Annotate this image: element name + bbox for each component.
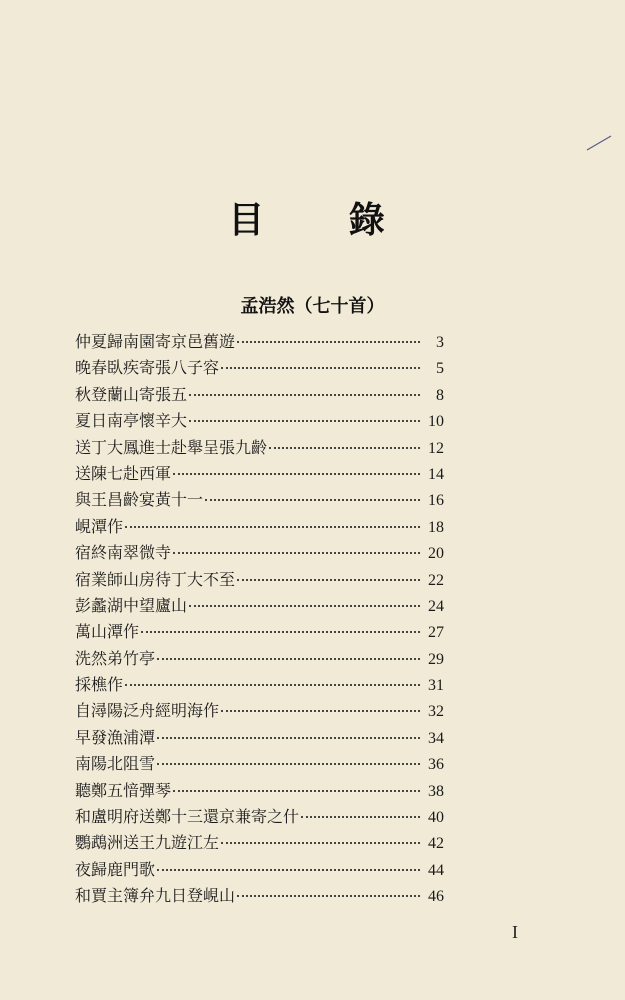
toc-entry[interactable]: [75, 567, 444, 593]
dot-leader: [157, 658, 420, 660]
toc-entry-title: 聽鄭五愔彈琴: [75, 780, 172, 800]
toc-entry-title: 萬山潭作: [75, 622, 140, 642]
dot-leader: [237, 895, 420, 897]
toc-entry-title: 和賈主簿弁九日登峴山: [75, 886, 236, 906]
toc-entry[interactable]: [75, 725, 444, 751]
dot-leader: [125, 684, 420, 686]
page-title: 目 錄: [228, 200, 421, 241]
toc-entry-page: 24: [428, 597, 444, 615]
toc-entry[interactable]: [75, 540, 444, 566]
toc-entry-title: 和盧明府送鄭十三還京兼寄之什: [75, 807, 300, 827]
dot-leader: [221, 710, 420, 712]
dot-leader: [157, 869, 420, 871]
toc-entry-title: 採樵作: [75, 675, 124, 695]
dot-leader: [173, 473, 420, 475]
toc-entry[interactable]: [75, 778, 444, 804]
toc-entry-page: 8: [436, 386, 444, 404]
dot-leader: [157, 763, 420, 765]
dot-leader: [221, 842, 420, 844]
toc-entry-title: 洗然弟竹亭: [75, 648, 156, 668]
toc-entry[interactable]: [75, 646, 444, 672]
toc-entry-title: 宿業師山房待丁大不至: [75, 569, 236, 589]
toc-entry-page: 38: [428, 782, 444, 800]
toc-entry[interactable]: [75, 619, 444, 645]
toc-entry-title: 與王昌齡宴黃十一: [75, 490, 204, 510]
dot-leader: [189, 420, 420, 422]
toc-entry-title: 秋登蘭山寄張五: [75, 384, 188, 404]
toc-entry-page: 22: [428, 571, 444, 589]
toc-entry-page: 3: [436, 334, 444, 351]
toc-entry-page: 18: [428, 518, 444, 536]
toc-entry-page: 42: [428, 835, 444, 853]
dot-leader: [189, 394, 420, 396]
toc-entry-page: 36: [428, 756, 444, 774]
toc-entry-title: 峴潭作: [75, 516, 124, 536]
toc-entry[interactable]: [75, 435, 444, 461]
toc-entry-title: 鸚鵡洲送王九遊江左: [75, 833, 220, 853]
toc-entry-title: 早發漁浦潭: [75, 727, 156, 747]
dot-leader: [173, 552, 420, 554]
toc-entry-page: 34: [428, 729, 444, 747]
toc-entry[interactable]: [75, 804, 444, 830]
toc-entry-page: 31: [428, 677, 444, 695]
toc-entry-title: 彭蠡湖中望廬山: [75, 595, 188, 615]
toc-entry-page: 44: [428, 861, 444, 879]
toc-entry[interactable]: [75, 883, 444, 909]
dot-leader: [301, 816, 420, 818]
toc-entry-title: 送陳七赴西軍: [75, 463, 172, 483]
section-heading: 孟浩然（七十首）: [240, 296, 385, 317]
dot-leader: [141, 631, 420, 633]
toc-entry-title: 自潯陽泛舟經明海作: [75, 701, 220, 721]
dot-leader: [269, 447, 420, 449]
toc-entry-title: 夜歸鹿門歌: [75, 859, 156, 879]
toc-entry-title: 南陽北阻雪: [75, 754, 156, 774]
toc-entry-page: 5: [436, 360, 444, 378]
toc-entry-page: 29: [428, 650, 444, 668]
dot-leader: [205, 499, 420, 501]
toc-entry[interactable]: [75, 408, 444, 434]
toc-entry[interactable]: [75, 857, 444, 883]
toc-entry-page: 14: [428, 465, 444, 483]
toc-entry-page: 12: [428, 439, 444, 457]
toc-entry-page: 27: [428, 624, 444, 642]
toc-entry[interactable]: [75, 593, 444, 619]
toc-entry-page: 10: [428, 413, 444, 431]
toc-entry-page: 40: [428, 809, 444, 827]
toc-entry[interactable]: [75, 355, 444, 381]
dot-leader: [237, 341, 420, 343]
toc-entry[interactable]: [75, 329, 444, 355]
dot-leader: [189, 605, 420, 607]
toc-entry-title: 夏日南亭懷辛大: [75, 411, 188, 431]
dot-leader: [125, 526, 420, 528]
toc-entry-title: 宿終南翠微寺: [75, 543, 172, 563]
toc-entry[interactable]: [75, 487, 444, 513]
toc-entry[interactable]: [75, 514, 444, 540]
toc-entry-page: 46: [428, 888, 444, 906]
toc-entry[interactable]: [75, 461, 444, 487]
pen-stroke-mark: [586, 134, 612, 152]
toc-entry-page: 32: [428, 703, 444, 721]
toc-entry[interactable]: [75, 382, 444, 408]
table-of-contents: [75, 329, 444, 910]
dot-leader: [157, 737, 420, 739]
dot-leader: [173, 790, 420, 792]
dot-leader: [221, 367, 420, 369]
toc-entry[interactable]: [75, 751, 444, 777]
toc-entry-title: 仲夏歸南園寄京邑舊遊: [75, 332, 236, 351]
toc-entry-page: 20: [428, 545, 444, 563]
toc-entry-title: 晚春臥疾寄張八子容: [75, 358, 220, 378]
toc-entry[interactable]: [75, 698, 444, 724]
dot-leader: [237, 579, 420, 581]
toc-entry[interactable]: [75, 830, 444, 856]
toc-entry-page: 16: [428, 492, 444, 510]
page-number: I: [512, 922, 518, 942]
toc-entry-title: 送丁大鳳進士赴舉呈張九齡: [75, 437, 268, 457]
toc-entry[interactable]: [75, 672, 444, 698]
